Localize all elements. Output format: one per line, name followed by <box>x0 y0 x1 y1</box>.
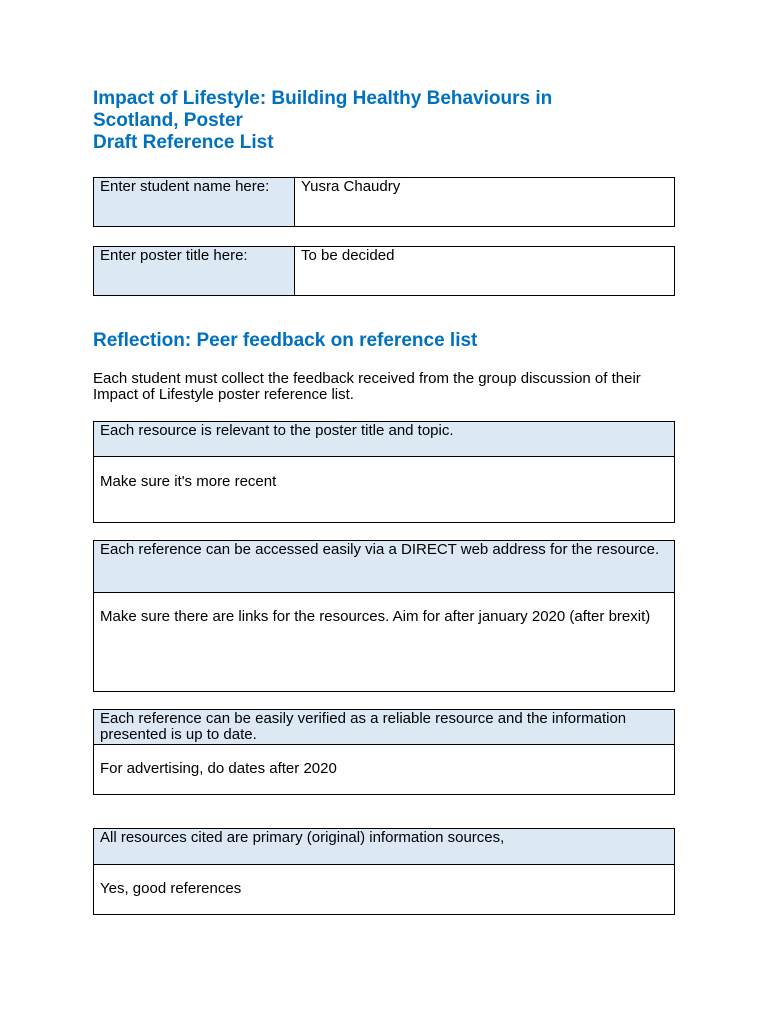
feedback-criterion: All resources cited are primary (original) information sources, <box>94 829 674 865</box>
feedback-criterion: Each resource is relevant to the poster title and topic. <box>94 422 674 457</box>
feedback-response[interactable]: Make sure it's more recent <box>94 457 674 522</box>
feedback-block-relevance <box>93 421 675 523</box>
feedback-block-primary-sources <box>93 828 675 915</box>
feedback-response[interactable]: For advertising, do dates after 2020 <box>94 745 674 794</box>
feedback-block-reliability <box>93 709 675 795</box>
feedback-response[interactable]: Make sure there are links for the resources. Aim for after january 2020 (after brexit) <box>94 593 674 691</box>
poster-title-label: Enter poster title here: <box>94 247 295 296</box>
feedback-response[interactable]: Yes, good references <box>94 865 674 914</box>
title-line-1: Impact of Lifestyle: Building Healthy Behaviours in <box>93 88 553 109</box>
feedback-criterion: Each reference can be easily verified as a reliable resource and the information presented is up to date. <box>94 710 674 745</box>
title-line-3: Draft Reference List <box>93 132 274 153</box>
student-name-table <box>93 177 675 227</box>
feedback-criterion: Each reference can be accessed easily via a DIRECT web address for the resource. <box>94 541 674 593</box>
student-name-label: Enter student name here: <box>94 178 295 227</box>
poster-title-table <box>93 246 675 296</box>
student-name-value[interactable]: Yusra Chaudry <box>295 178 675 227</box>
document-title <box>93 88 693 154</box>
poster-title-value[interactable]: To be decided <box>295 247 675 296</box>
reflection-intro: Each student must collect the feedback received from the group discussion of their Impact of Lifestyle poster reference list. <box>93 370 641 403</box>
reflection-heading: Reflection: Peer feedback on reference list <box>93 330 478 351</box>
title-line-2: Scotland, Poster <box>93 110 243 131</box>
feedback-block-access <box>93 540 675 692</box>
